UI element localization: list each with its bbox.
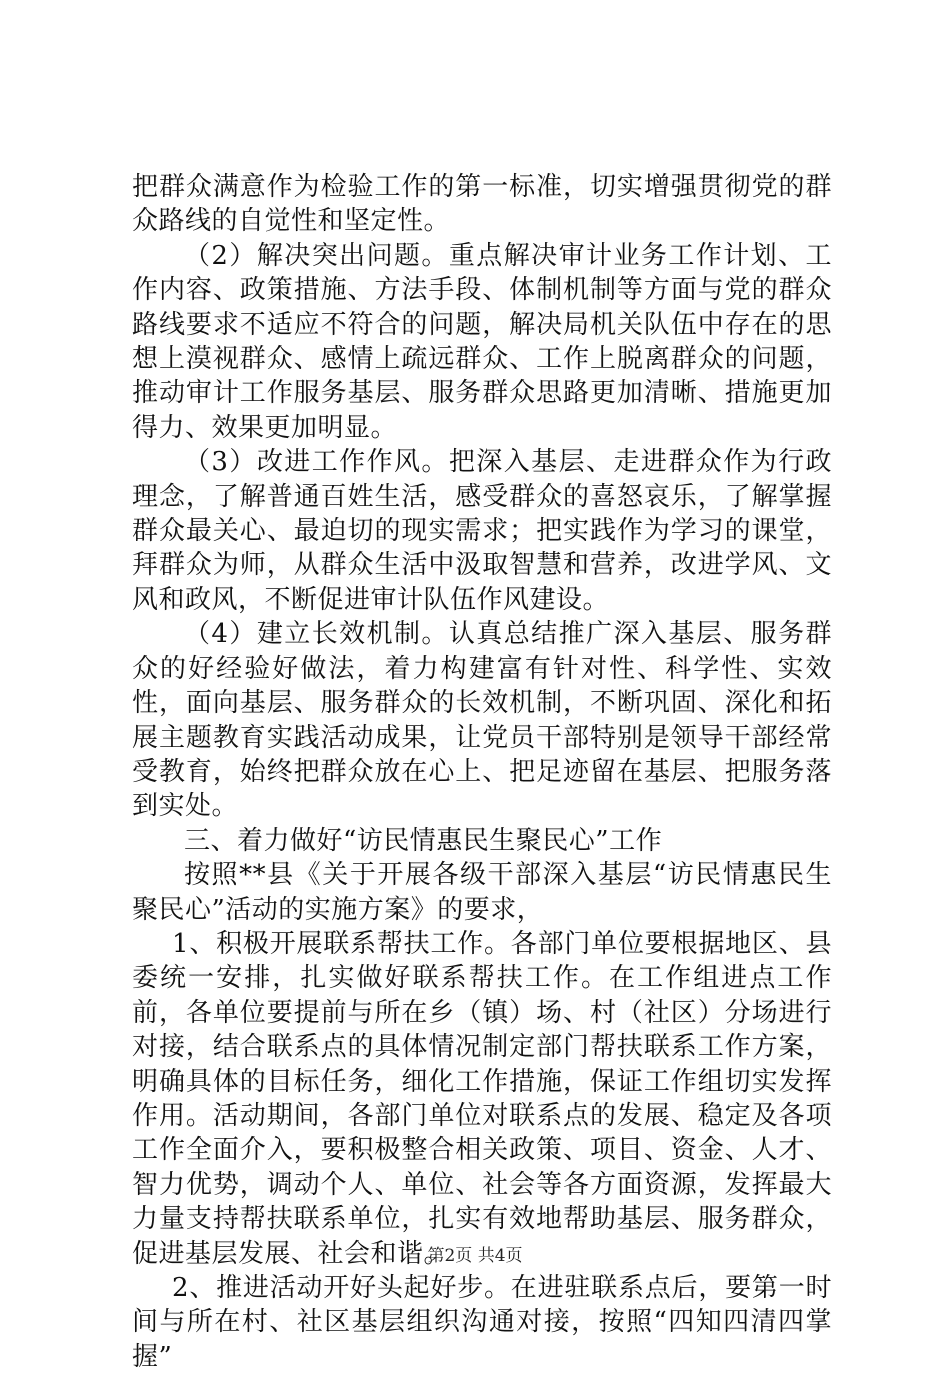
- paragraph: 把群众满意作为检验工作的第一标准，切实增强贯彻党的群众路线的自觉性和坚定性。: [132, 172, 832, 237]
- paragraph: 2、推进活动开好头起好步。在进驻联系点后，要第一时间与所在村、社区基层组织沟通对接，按照“四知四清四掌握”: [132, 1273, 832, 1372]
- paragraph: 1、积极开展联系帮扶工作。各部门单位要根据地区、县委统一安排，扎实做好联系帮扶工作。在工作组进点工作前，各单位要提前与所在乡（镇）场、村（社区）分场进行对接，结合联系点的具体情况制定部门帮扶联系工作方案，明确具体的目标任务，细化工作措施，保证工作组切实发挥作用。活动期间，各部门单位对联系点的发展、稳定及各项工作全面介入，要积极整合相关政策、项目、资金、人才、智力优势，调动个人、单位、社会等各方面资源，发挥最大力量支持帮扶联系单位，扎实有效地帮助基层、服务群众，促进基层发展、社会和谐。: [132, 928, 832, 1269]
- section-heading: 三、着力做好“访民情惠民生聚民心”工作: [184, 825, 663, 856]
- document-body: [132, 170, 832, 1374]
- paragraph: 按照**县《关于开展各级干部深入基层“访民情惠民生聚民心”活动的实施方案》的要求，: [132, 860, 832, 925]
- paragraph: （2）解决突出问题。重点解决审计业务工作计划、工作内容、政策措施、方法手段、体制机制等方面与党的群众路线要求不适应不符合的问题，解决局机关队伍中存在的思想上漠视群众、感情上疏远群众、工作上脱离群众的问题，推动审计工作服务基层、服务群众思路更加清晰、措施更加得力、效果更加明显。: [132, 240, 832, 443]
- paragraph: （3）改进工作作风。把深入基层、走进群众作为行政理念，了解普通百姓生活，感受群众的喜怒哀乐，了解掌握群众最关心、最迫切的现实需求；把实践作为学习的课堂，拜群众为师，从群众生活中汲取智慧和营养，改进学风、文风和政风，不断促进审计队伍作风建设。: [132, 447, 832, 615]
- paragraph: （4）建立长效机制。认真总结推广深入基层、服务群众的好经验好做法，着力构建富有针对性、科学性、实效性，面向基层、服务群众的长效机制，不断巩固、深化和拓展主题教育实践活动成果，让党员干部特别是领导干部经常受教育，始终把群众放在心上、把足迹留在基层、把服务落到实处。: [132, 619, 832, 822]
- page-number-footer: 第2页 共4页: [427, 1246, 523, 1266]
